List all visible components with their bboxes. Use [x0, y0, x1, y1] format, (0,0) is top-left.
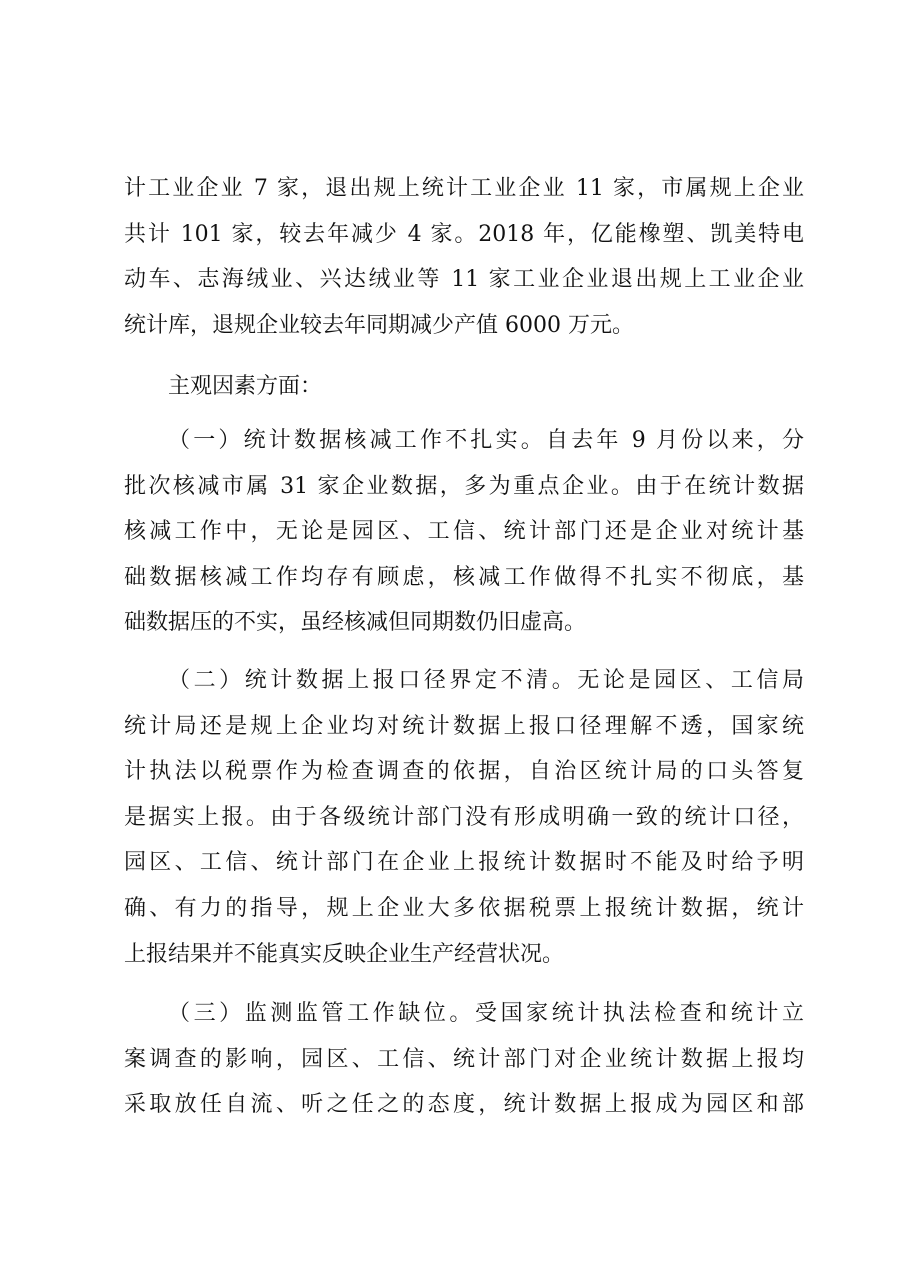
text-line: 计工业企业 7 家，退出规上统计工业企业 11 家，市属规上企业: [124, 176, 804, 201]
text-line: 统计局还是规上企业均对统计数据上报口径理解不透，国家统: [124, 713, 804, 739]
text-line: 动车、志海绒业、兴达绒业等 11 家工业企业退出规上工业企业: [124, 267, 804, 293]
text-line: 核减工作中，无论是园区、工信、统计部门还是企业对统计基: [124, 519, 804, 545]
text-line: 采取放任自流、听之任之的态度，统计数据上报成为园区和部: [124, 1092, 804, 1118]
text-line: 计执法以税票作为检查调查的依据，自治区统计局的口头答复: [124, 759, 804, 785]
text-line: （一）统计数据核减工作不扎实。自去年 9 月份以来，分: [168, 427, 804, 453]
text-line: 是据实上报。由于各级统计部门没有形成明确一致的统计口径，: [124, 804, 804, 830]
document-body: [124, 166, 804, 1128]
text-line: 案调查的影响，园区、工信、统计部门对企业统计数据上报均: [124, 1046, 804, 1072]
section-heading: 主观因素方面：: [168, 374, 323, 400]
text-line: 上报结果并不能真实反映企业生产经营状况。: [124, 941, 565, 967]
text-line: （三）监测监管工作缺位。受国家统计执法检查和统计立: [168, 1001, 804, 1027]
text-line: 园区、工信、统计部门在企业上报统计数据时不能及时给予明: [124, 850, 804, 876]
text-line: 础数据压的不实，虽经核减但同期数仍旧虚高。: [124, 610, 587, 636]
text-line: 批次核减市属 31 家企业数据，多为重点企业。由于在统计数据: [124, 473, 804, 499]
text-line: 础数据核减工作均存有顾虑，核减工作做得不扎实不彻底，基: [124, 564, 804, 590]
text-line: （二）统计数据上报口径界定不清。无论是园区、工信局: [168, 667, 804, 693]
text-line: 共计 101 家，较去年减少 4 家。2018 年，亿能橡塑、凯美特电: [124, 221, 804, 247]
text-line: 统计库，退规企业较去年同期减少产值 6000 万元。: [124, 312, 634, 338]
text-line: 确、有力的指导，规上企业大多依据税票上报统计数据，统计: [124, 895, 804, 921]
